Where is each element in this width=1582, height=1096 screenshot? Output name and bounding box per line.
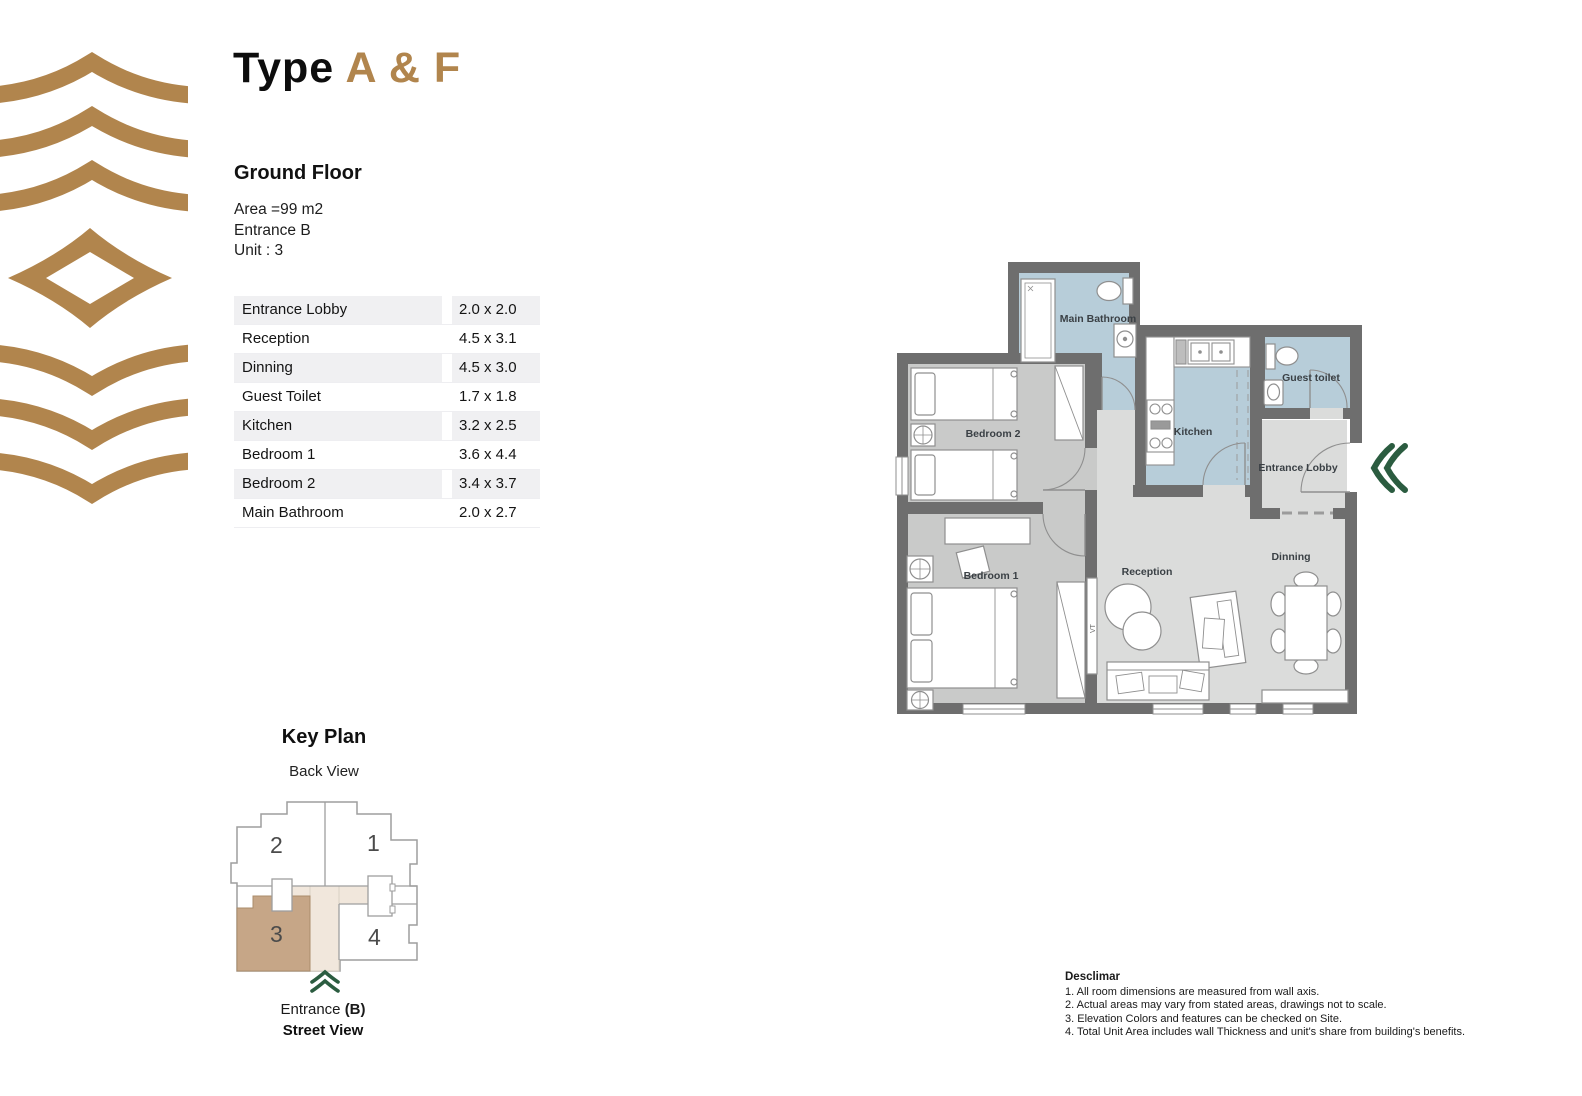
keyplan-unit4-number: 4 xyxy=(368,924,381,950)
keyplan-entrance-label xyxy=(208,1001,438,1018)
logo-diamond xyxy=(8,228,172,328)
floor-heading: Ground Floor xyxy=(234,162,362,184)
sofa-pillow xyxy=(1149,676,1177,693)
shower xyxy=(1021,279,1055,362)
table-row xyxy=(234,383,540,412)
reception-label: Reception xyxy=(1121,566,1173,578)
entrance-lobby-label: Entrance Lobby xyxy=(1258,462,1338,474)
keyplan-unit1-number: 1 xyxy=(367,830,380,856)
entrance-door-opening xyxy=(1350,443,1362,492)
room-size: 4.5 x 3.1 xyxy=(459,330,517,347)
floor-info xyxy=(234,200,323,262)
brand-logo xyxy=(0,45,188,507)
room-name: Main Bathroom xyxy=(242,504,344,521)
tv-unit-label: VT xyxy=(1090,624,1097,633)
dining-table xyxy=(1285,586,1327,660)
table-row xyxy=(234,499,540,528)
dimensions-table xyxy=(234,296,540,528)
disclaimer-item: 4. Total Unit Area includes wall Thickness and unit's share from building's benefits. xyxy=(1065,1026,1466,1039)
keyplan-corridor-stem xyxy=(310,886,339,971)
room-name: Bedroom 2 xyxy=(234,470,442,498)
keyplan-entrance-arrow xyxy=(312,972,338,991)
disclaimer-item: 3. Elevation Colors and features can be checked on Site. xyxy=(1065,1012,1343,1025)
disclaimer-item: 1. All room dimensions are measured from wall axis. xyxy=(1065,985,1320,998)
desk xyxy=(945,518,1030,544)
floor-unit: Unit : 3 xyxy=(234,242,284,259)
table-row xyxy=(234,441,540,470)
keyplan-unit2-number: 2 xyxy=(270,832,283,858)
room-size: 2.0 x 2.7 xyxy=(459,504,517,521)
sofa-pillow xyxy=(1116,672,1144,693)
entrance-direction-icon xyxy=(1366,441,1408,495)
main-bathroom-label: Main Bathroom xyxy=(1059,313,1137,325)
logo-chevron xyxy=(0,62,188,95)
room-name: Guest Toilet xyxy=(242,388,321,405)
page-title-gold: A & F xyxy=(345,44,462,92)
bedroom2-label: Bedroom 2 xyxy=(965,428,1021,440)
room-size: 3.4 x 3.7 xyxy=(452,470,540,498)
sideboard xyxy=(1262,690,1348,703)
bedroom2-door-opening xyxy=(1085,448,1097,490)
entrance-label-text: Entrance xyxy=(280,1001,345,1018)
page-title-black: Type xyxy=(233,44,335,92)
keyplan-heading: Key Plan xyxy=(281,726,367,748)
kitchen-door-opening xyxy=(1203,485,1245,497)
disclaimer-heading: Desclimar xyxy=(1065,971,1120,983)
keyplan-elevator-notch xyxy=(390,906,395,913)
sofa-pillow xyxy=(1180,670,1205,692)
table-row xyxy=(234,296,540,325)
floor-area: Area =99 m2 xyxy=(234,201,324,218)
toilet-tank xyxy=(1123,278,1133,304)
table-row xyxy=(234,470,540,499)
coffee-table xyxy=(1123,612,1161,650)
keyplan-elevator-notch xyxy=(390,884,395,891)
pillow xyxy=(915,455,935,495)
room-name: Kitchen xyxy=(234,412,442,440)
logo-chevron xyxy=(0,407,188,440)
toilet-bowl xyxy=(1097,282,1121,301)
room-name: Entrance Lobby xyxy=(234,296,442,324)
toilet-bowl xyxy=(1276,347,1298,365)
keyplan-diagram xyxy=(228,790,428,995)
room-name: Dinning xyxy=(234,354,442,382)
logo-chevron xyxy=(0,116,188,149)
pillow xyxy=(911,593,932,635)
room-name: Reception xyxy=(242,330,310,347)
keyplan-street-view-label: Street View xyxy=(282,1022,364,1039)
keyplan-elevator xyxy=(272,879,292,911)
logo-chevron xyxy=(0,461,188,494)
dinning-label: Dinning xyxy=(1271,551,1311,563)
floor-entrance: Entrance B xyxy=(234,221,311,239)
room-size: 3.6 x 4.4 xyxy=(459,446,517,463)
room-size: 1.7 x 1.8 xyxy=(459,388,517,405)
table-row xyxy=(234,325,540,354)
disclaimer xyxy=(1065,971,1545,1040)
room-size: 4.5 x 3.0 xyxy=(452,354,540,382)
kitchen-label: Kitchen xyxy=(1173,426,1213,438)
toilet-tank xyxy=(1266,344,1275,369)
pillow xyxy=(911,640,932,682)
logo-chevron xyxy=(0,170,188,203)
pillow xyxy=(915,373,935,415)
page-title xyxy=(233,44,461,93)
bedroom1-door-opening xyxy=(1043,502,1085,514)
keyplan-subheading: Back View xyxy=(289,763,359,780)
table-row xyxy=(234,412,540,441)
logo-chevron xyxy=(0,353,188,386)
keyplan-unit3-number: 3 xyxy=(270,921,283,947)
table-row xyxy=(234,354,540,383)
room-size: 3.2 x 2.5 xyxy=(452,412,540,440)
guest-toilet-door-opening xyxy=(1310,408,1343,419)
keyplan-elevator xyxy=(368,876,392,916)
floor-plan xyxy=(895,252,1365,727)
bedroom1-label: Bedroom 1 xyxy=(963,570,1019,582)
guest-toilet-label: Guest toilet xyxy=(1282,372,1340,384)
disclaimer-item: 2. Actual areas may vary from stated areas, drawings not to scale. xyxy=(1065,999,1387,1012)
entrance-label-bold: (B) xyxy=(344,1001,366,1018)
room-name: Bedroom 1 xyxy=(242,446,316,463)
room-size: 2.0 x 2.0 xyxy=(452,296,540,324)
